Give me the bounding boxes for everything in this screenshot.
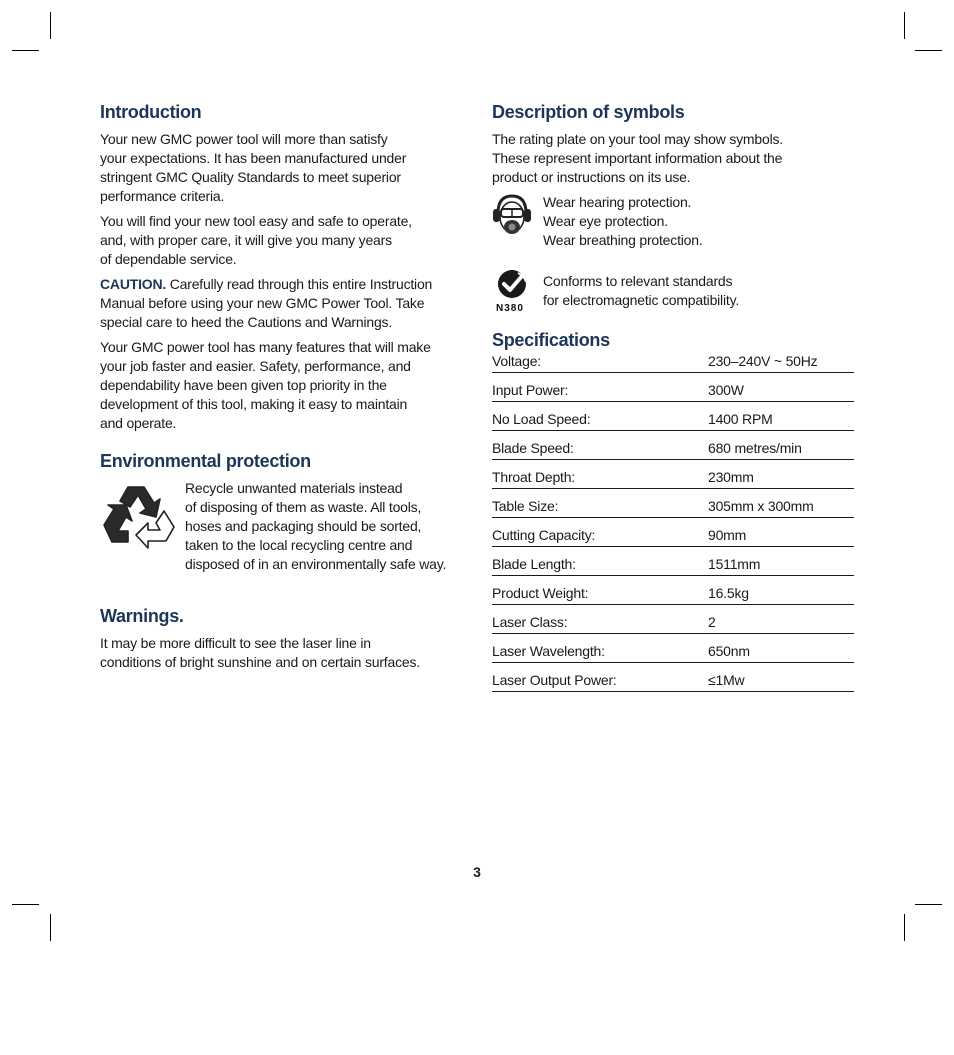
c-tick-icon	[492, 268, 532, 300]
crop-mark	[12, 904, 39, 905]
left-column	[100, 100, 455, 678]
ppe-head-icon	[492, 193, 543, 244]
ctick-symbol	[492, 268, 543, 314]
spec-value: 650nm	[708, 643, 750, 659]
spec-value: 230mm	[708, 469, 754, 485]
paragraph	[100, 338, 455, 433]
spec-row	[492, 605, 854, 634]
spec-label: Blade Length:	[492, 556, 576, 572]
text-line: Recycle unwanted materials instead	[185, 480, 403, 496]
paragraph	[543, 268, 854, 310]
text-line: Manual before using your new GMC Power Tool. Take	[100, 295, 425, 311]
spec-row	[492, 431, 854, 460]
page-number: 3	[473, 864, 481, 880]
text-line: your job faster and easier. Safety, performance, and	[100, 358, 411, 374]
spec-value: 680 metres/min	[708, 440, 802, 456]
text-line: dependability have been given top priority in the	[100, 377, 387, 393]
spec-label: Throat Depth:	[492, 469, 575, 485]
spec-value: 230–240V ~ 50Hz	[708, 353, 818, 369]
text-line: and, with proper care, it will give you many years	[100, 232, 392, 248]
spec-label: Voltage:	[492, 353, 541, 369]
spec-value: 1511mm	[708, 556, 761, 572]
text-line: Wear eye protection.	[543, 213, 668, 229]
text-line: Your new GMC power tool will more than satisfy	[100, 131, 388, 147]
crop-mark	[904, 914, 905, 941]
right-column	[492, 100, 854, 692]
ppe-symbol-row	[492, 193, 854, 250]
text-line: Conforms to relevant standards	[543, 273, 733, 289]
text-line: disposed of in an environmentally safe way.	[185, 556, 447, 572]
spec-label: Laser Class:	[492, 614, 568, 630]
text-line: development of this tool, making it easy to maintain	[100, 396, 408, 412]
recycle-icon	[100, 479, 185, 566]
paragraph	[492, 130, 854, 187]
text-line: conditions of bright sunshine and on certain surfaces.	[100, 654, 420, 670]
crop-mark	[915, 904, 942, 905]
text-line: Wear hearing protection.	[543, 194, 692, 210]
paragraph	[100, 212, 455, 269]
spec-value: 16.5kg	[708, 585, 749, 601]
text-line: your expectations. It has been manufactured under	[100, 150, 407, 166]
spec-value: 300W	[708, 382, 744, 398]
section-heading: Environmental protection	[100, 451, 311, 471]
text-line: special care to heed the Cautions and Warnings.	[100, 314, 393, 330]
text-line: taken to the local recycling centre and	[185, 537, 413, 553]
environmental-section	[100, 449, 455, 580]
section-heading: Introduction	[100, 102, 202, 122]
text-line: for electromagnetic compatibility.	[543, 292, 740, 308]
text-line	[100, 275, 455, 294]
spec-label: Cutting Capacity:	[492, 527, 596, 543]
introduction-section	[100, 100, 455, 433]
spec-row	[492, 576, 854, 605]
paragraph	[543, 193, 854, 250]
section-heading: Description of symbols	[492, 102, 685, 122]
section-heading: Specifications	[492, 330, 610, 350]
spec-value: ≤1Mw	[708, 672, 745, 688]
spec-row	[492, 518, 854, 547]
text-line: Wear breathing protection.	[543, 232, 703, 248]
caution-paragraph	[100, 275, 455, 332]
specifications-section	[492, 328, 854, 692]
crop-mark	[915, 50, 942, 51]
spec-label: Product Weight:	[492, 585, 589, 601]
text-line: You will find your new tool easy and safe to operate,	[100, 213, 412, 229]
text-line: performance criteria.	[100, 188, 225, 204]
paragraph	[100, 130, 455, 206]
spec-label: Laser Wavelength:	[492, 643, 605, 659]
ctick-symbol-row	[492, 268, 854, 314]
text-line: of dependable service.	[100, 251, 237, 267]
section-heading: Warnings.	[100, 606, 184, 626]
text-line: Your GMC power tool has many features that will make	[100, 339, 431, 355]
text-line: stringent GMC Quality Standards to meet superior	[100, 169, 401, 185]
text-line: The rating plate on your tool may show symbols.	[492, 131, 783, 147]
text-line: These represent important information about the	[492, 150, 783, 166]
crop-mark	[904, 12, 905, 39]
spec-value: 90mm	[708, 527, 747, 543]
crop-mark	[50, 12, 51, 39]
spec-label: Laser Output Power:	[492, 672, 617, 688]
spec-label: Input Power:	[492, 382, 569, 398]
text-line: It may be more difficult to see the laser line in	[100, 635, 371, 651]
caution-label: CAUTION.	[100, 276, 167, 292]
text-line: hoses and packaging should be sorted,	[185, 518, 422, 534]
spec-row	[492, 460, 854, 489]
warnings-section	[100, 604, 455, 672]
spec-row	[492, 373, 854, 402]
spec-row	[492, 634, 854, 663]
spec-label: No Load Speed:	[492, 411, 591, 427]
spec-row	[492, 489, 854, 518]
spec-row	[492, 352, 854, 373]
spec-value: 305mm x 300mm	[708, 498, 814, 514]
spec-row	[492, 402, 854, 431]
text-line: product or instructions on its use.	[492, 169, 691, 185]
spec-value: 2	[708, 614, 716, 630]
spec-row	[492, 547, 854, 576]
spec-row	[492, 663, 854, 692]
spec-table	[492, 352, 854, 692]
paragraph	[185, 479, 455, 574]
spec-label: Table Size:	[492, 498, 559, 514]
paragraph	[100, 634, 455, 672]
crop-mark	[12, 50, 39, 51]
spec-label: Blade Speed:	[492, 440, 574, 456]
crop-mark	[50, 914, 51, 941]
symbols-section	[492, 100, 854, 314]
ctick-label: N380	[496, 303, 524, 314]
text-line: of disposing of them as waste. All tools,	[185, 499, 422, 515]
text-line: and operate.	[100, 415, 177, 431]
text-fragment: Carefully read through this entire Instruction	[166, 276, 433, 292]
spec-value: 1400 RPM	[708, 411, 773, 427]
